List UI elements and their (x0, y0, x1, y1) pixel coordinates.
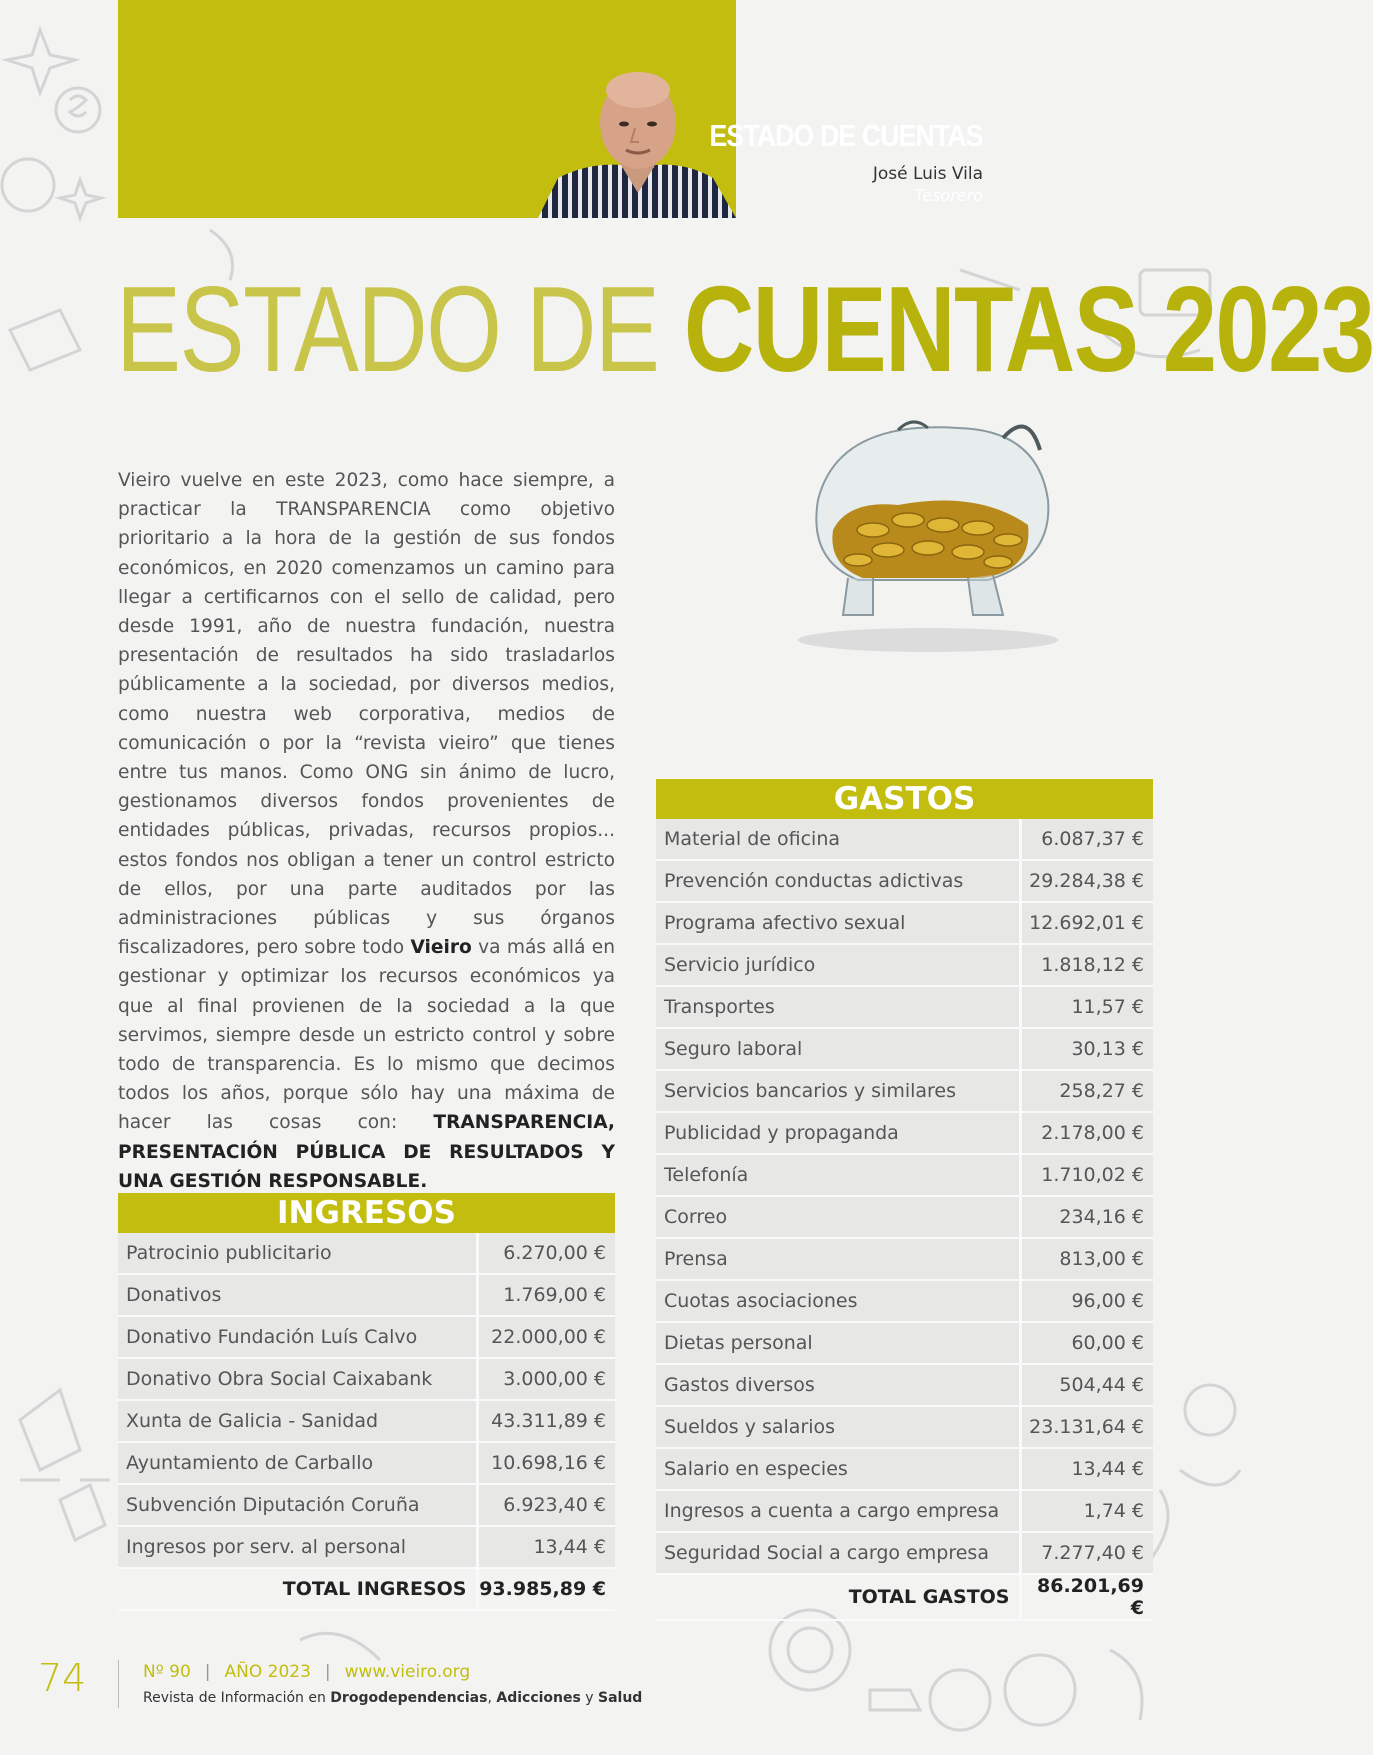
gastos-row-amount: 1.710,02 € (1020, 1154, 1153, 1196)
gastos-row-amount: 1.818,12 € (1020, 944, 1153, 986)
ingresos-row (118, 1358, 615, 1400)
ingresos-row (118, 1233, 615, 1274)
gastos-row-label: Sueldos y salarios (656, 1406, 1020, 1448)
gastos-row (656, 1406, 1153, 1448)
author-name: José Luis Vila (872, 164, 983, 184)
gastos-row (656, 1112, 1153, 1154)
gastos-row (656, 944, 1153, 986)
gastos-row (656, 902, 1153, 944)
subtitle-topic-1: Drogodependencias (330, 1690, 488, 1706)
author-portrait (538, 68, 736, 218)
gastos-row-amount: 60,00 € (1020, 1322, 1153, 1364)
ingresos-row-amount: 3.000,00 € (477, 1358, 615, 1400)
gastos-row-amount: 6.087,37 € (1020, 819, 1153, 860)
ingresos-row (118, 1316, 615, 1358)
intro-bold-word: Vieiro (410, 937, 472, 959)
ingresos-row-label: Donativo Obra Social Caixabank (118, 1358, 477, 1400)
ingresos-row (118, 1442, 615, 1484)
ingresos-row-label: Donativos (118, 1274, 477, 1316)
gastos-row-label: Salario en especies (656, 1448, 1020, 1490)
intro-paragraph (118, 466, 615, 1196)
footer-meta (143, 1662, 470, 1682)
gastos-row (656, 1154, 1153, 1196)
gastos-row-label: Seguro laboral (656, 1028, 1020, 1070)
page-title (116, 261, 1373, 397)
intro-closing-caps: TRANSPARENCIA, PRESENTACIÓN PÚBLICA DE RESULTADOS Y UNA GESTIÓN RESPONSABLE. (118, 1112, 615, 1192)
ingresos-row-label: Xunta de Galicia - Sanidad (118, 1400, 477, 1442)
gastos-row (656, 1322, 1153, 1364)
page-title-bold: CUENTAS 2023 (683, 261, 1373, 397)
footer-separator-dot: | (204, 1662, 211, 1682)
subtitle-sep: y (580, 1690, 599, 1706)
gastos-row-label: Prensa (656, 1238, 1020, 1280)
gastos-row-label: Prevención conductas adictivas (656, 860, 1020, 902)
gastos-row (656, 1490, 1153, 1532)
ingresos-total-row (118, 1568, 615, 1610)
ingresos-total-label: TOTAL INGRESOS (118, 1568, 477, 1610)
gastos-row-amount: 23.131,64 € (1020, 1406, 1153, 1448)
ingresos-row-label: Donativo Fundación Luís Calvo (118, 1316, 477, 1358)
gastos-row (656, 1028, 1153, 1070)
ingresos-row (118, 1400, 615, 1442)
gastos-row-amount: 96,00 € (1020, 1280, 1153, 1322)
ingresos-row-amount: 6.923,40 € (477, 1484, 615, 1526)
gastos-row-amount: 11,57 € (1020, 986, 1153, 1028)
gastos-row-label: Ingresos a cuenta a cargo empresa (656, 1490, 1020, 1532)
footer-separator-dot: | (324, 1662, 331, 1682)
ingresos-row-amount: 1.769,00 € (477, 1274, 615, 1316)
gastos-row (656, 819, 1153, 860)
website-link[interactable]: www.vieiro.org (344, 1662, 471, 1682)
ingresos-row-label: Ayuntamiento de Carballo (118, 1442, 477, 1484)
intro-text-after: va más allá en gestionar y optimizar los recursos económicos ya que al final provienen de la sociedad a la que servimos, siempre desde un estricto control y sobre todo de transparencia. Es lo mismo que decimos todos los años, porque sólo hay una máxima de hacer las cosas con: (118, 937, 615, 1134)
gastos-table (656, 779, 1153, 1621)
gastos-row-label: Telefonía (656, 1154, 1020, 1196)
ingresos-row (118, 1274, 615, 1316)
ingresos-row-amount: 43.311,89 € (477, 1400, 615, 1442)
gastos-row-amount: 504,44 € (1020, 1364, 1153, 1406)
gastos-row-amount: 2.178,00 € (1020, 1112, 1153, 1154)
section-title: ESTADO DE CUENTAS (709, 118, 983, 153)
gastos-row-amount: 813,00 € (1020, 1238, 1153, 1280)
intro-text-before: Vieiro vuelve en este 2023, como hace siempre, a practicar la TRANSPARENCIA como objetivo prioritario a la hora de la gestión de sus fondos económicos, en 2020 comenzamos un camino para llegar a certificarnos con el sello de calidad, pero desde 1991, año de nuestra fundación, nuestra presentación de resultados ha sido trasladarlos públicamente a la sociedad, por diversos medios, como nuestra web corporativa, medios de comunicación o por la “revista vieiro” que tienes entre tus manos. Como ONG sin ánimo de lucro, gestionamos diversos fondos provenientes de entidades públicas, privadas, recursos propios... estos fondos nos obligan a tener un control estricto de ellos, por una parte auditados por las administraciones públicas y sus órganos fiscalizadores, pero sobre todo (118, 470, 615, 959)
ingresos-row-amount: 6.270,00 € (477, 1233, 615, 1274)
ingresos-heading: INGRESOS (118, 1193, 615, 1233)
gastos-total-label: TOTAL GASTOS (656, 1574, 1020, 1620)
gastos-row-label: Transportes (656, 986, 1020, 1028)
gastos-row-label: Servicio jurídico (656, 944, 1020, 986)
piggy-bank-illustration (778, 410, 1078, 660)
ingresos-row-amount: 22.000,00 € (477, 1316, 615, 1358)
gastos-total-amount: 86.201,69 € (1020, 1574, 1153, 1620)
gastos-row (656, 986, 1153, 1028)
gastos-row-amount: 1,74 € (1020, 1490, 1153, 1532)
page-number: 74 (38, 1656, 87, 1700)
magazine-subtitle (143, 1690, 642, 1706)
issue-year: AÑO 2023 (224, 1662, 311, 1682)
gastos-row (656, 1364, 1153, 1406)
subtitle-sep: , (487, 1690, 497, 1706)
ingresos-row (118, 1526, 615, 1568)
ingresos-row-label: Subvención Diputación Coruña (118, 1484, 477, 1526)
gastos-row (656, 1280, 1153, 1322)
gastos-row-label: Gastos diversos (656, 1364, 1020, 1406)
ingresos-row-label: Ingresos por serv. al personal (118, 1526, 477, 1568)
gastos-row (656, 1448, 1153, 1490)
subtitle-prefix: Revista de Información en (143, 1690, 331, 1706)
gastos-row (656, 1532, 1153, 1574)
gastos-row (656, 1238, 1153, 1280)
gastos-row-amount: 13,44 € (1020, 1448, 1153, 1490)
ingresos-row-amount: 13,44 € (477, 1526, 615, 1568)
gastos-row-label: Correo (656, 1196, 1020, 1238)
gastos-row-label: Material de oficina (656, 819, 1020, 860)
gastos-total-row (656, 1574, 1153, 1620)
gastos-row-label: Programa afectivo sexual (656, 902, 1020, 944)
gastos-row-label: Servicios bancarios y similares (656, 1070, 1020, 1112)
page-title-light: ESTADO DE (116, 261, 684, 397)
issue-number: Nº 90 (143, 1662, 191, 1682)
subtitle-topic-3: Salud (598, 1690, 643, 1706)
gastos-row-label: Dietas personal (656, 1322, 1020, 1364)
gastos-row-amount: 7.277,40 € (1020, 1532, 1153, 1574)
subtitle-topic-2: Adicciones (496, 1690, 581, 1706)
gastos-row-label: Cuotas asociaciones (656, 1280, 1020, 1322)
gastos-row-amount: 258,27 € (1020, 1070, 1153, 1112)
gastos-row-label: Publicidad y propaganda (656, 1112, 1020, 1154)
gastos-row-amount: 29.284,38 € (1020, 860, 1153, 902)
gastos-row-label: Seguridad Social a cargo empresa (656, 1532, 1020, 1574)
ingresos-row-amount: 10.698,16 € (477, 1442, 615, 1484)
gastos-row-amount: 30,13 € (1020, 1028, 1153, 1070)
ingresos-total-amount: 93.985,89 € (477, 1568, 615, 1610)
gastos-row (656, 860, 1153, 902)
gastos-heading: GASTOS (656, 779, 1153, 819)
gastos-row (656, 1196, 1153, 1238)
ingresos-row-label: Patrocinio publicitario (118, 1233, 477, 1274)
gastos-row-amount: 12.692,01 € (1020, 902, 1153, 944)
gastos-row (656, 1070, 1153, 1112)
author-role: Tesorero (914, 186, 983, 205)
footer-divider (118, 1660, 119, 1708)
gastos-row-amount: 234,16 € (1020, 1196, 1153, 1238)
ingresos-row (118, 1484, 615, 1526)
ingresos-table (118, 1193, 615, 1611)
